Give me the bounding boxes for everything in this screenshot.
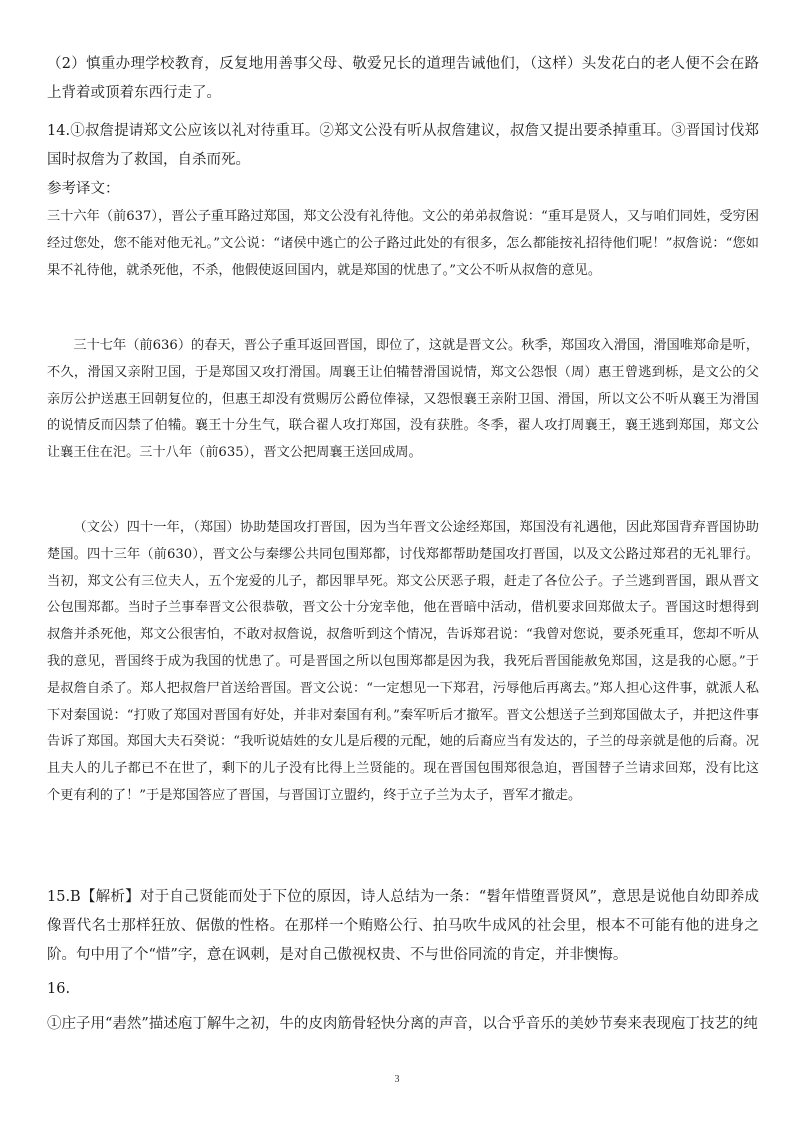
page-number: 3 [394,1074,400,1085]
answer-paragraph-q16-1: ①庄子用“砉然”描述庖丁解牛之初，牛的皮肉筋骨轻快分离的声音，以合乎音乐的美妙节奏来表现庖丁技艺的纯 [47,1016,758,1032]
answer-paragraph-q15: 15.B【解析】对于自己贤能而处于下位的原因，诗人总结为一条：“髫年惜堕晋贤风”，意思是说他自幼即养成像晋代名士那样狂放、倨傲的性格。在那样一个贿赂公行、拍马吹牛成风的社会里，根本不可能有他的进身之阶。句中用了个“惜”字，意在讽刺，是对自己傲视权贵、不与世俗同流的肯定，并非懊悔。 [47,889,759,963]
translation-paragraph-1: 三十六年（前637），晋公子重耳路过郑国，郑文公没有礼待他。文公的弟弟叔詹说：“重耳是贤人，又与咱们同姓，受穷困经过您处，您不能对他无礼。”文公说：“诸侯中逃亡的公子路过此处的有很多，怎么都能按礼招待他们呢！”叔詹说：“您如果不礼待他，就杀死他，不杀，他假使返回国内，就是郑国的忧患了。”文公不听从叔詹的意见。 [47,209,759,278]
answer-paragraph-education: （2）慎重办理学校教育，反复地用善事父母、敬爱兄长的道理告诫他们，（这样）头发花白的老人便不会在路上背着或顶着东西行走了。 [47,56,759,101]
translation-paragraph-2: 三十七年（前636）的春天，晋公子重耳返回晋国，即位了，这就是晋文公。秋季，郑国攻入滑国，滑国唯郑命是听，不久，滑国又亲附卫国，于是郑国又攻打滑国。周襄王让伯犕替滑国说情，郑文公怨恨（周）惠王曾逃到栎，是文公的父亲厉公护送惠王回朝复位的，但惠王却没有赏赐厉公爵位俸禄，又怨恨襄王亲附卫国、滑国，所以文公不听从襄王为滑国的说情反而囚禁了伯犕。襄王十分生气，联合翟人攻打郑国，没有获胜。冬季，翟人攻打周襄王，襄王逃到郑国，郑文公让襄王住在汜。三十八年（前635），晋文公把周襄王送回成周。 [47,338,759,461]
reference-translation-heading: 参考译文： [47,181,120,197]
answer-paragraph-q14: 14.①叔詹提请郑文公应该以礼对待重耳。②郑文公没有听从叔詹建议，叔詹又提出要杀掉重耳。③晋国讨伐郑国时叔詹为了救国，自杀而死。 [47,123,759,168]
question-number-16: 16. [47,981,71,997]
translation-paragraph-3: （文公）四十一年，（郑国）协助楚国攻打晋国，因为当年晋文公途经郑国，郑国没有礼遇他，因此郑国背弃晋国协助楚国。四十三年（前630），晋文公与秦缪公共同包围郑都，讨伐郑都帮助楚国攻打晋国，以及文公路过郑君的无礼罪行。当初，郑文公有三位夫人，五个宠爱的儿子，都因罪早死。郑文公厌恶子瑕，赶走了各位公子。子兰逃到晋国，跟从晋文公包围郑都。当时子兰事奉晋文公很恭敬，晋文公十分宠幸他，他在晋暗中活动，借机要求回郑做太子。晋国这时想得到叔詹并杀死他，郑文公很害怕，不敢对叔詹说，叔詹听到这个情况，告诉郑君说：“我曾对您说，要杀死重耳，您却不听从我的意见，晋国终于成为我国的忧患了。可是晋国之所以包围郑都是因为我，我死后晋国能赦免郑国，这是我的心愿。”于是叔詹自杀了。郑人把叔詹尸首送给晋国。晋文公说：“一定想见一下郑君，污辱他后再离去。”郑人担心这件事，就派人私下对秦国说：“打败了郑国对晋国有好处，并非对秦国有利。”秦军听后才撤军。晋文公想送子兰到郑国做太子，并把这件事告诉了郑国。郑国大夫石癸说：“我听说姞姓的女儿是后稷的元配，她的后裔应当有发达的，子兰的母亲就是他的后裔。况且夫人的儿子都已不在世了，剩下的儿子没有比得上兰贤能的。现在晋国包围郑很急迫，晋国替子兰请求回郑，没有比这个更有利的了！”于是郑国答应了晋国，与晋国订立盟约，终于立子兰为太子，晋军才撤走。 [47,520,759,803]
